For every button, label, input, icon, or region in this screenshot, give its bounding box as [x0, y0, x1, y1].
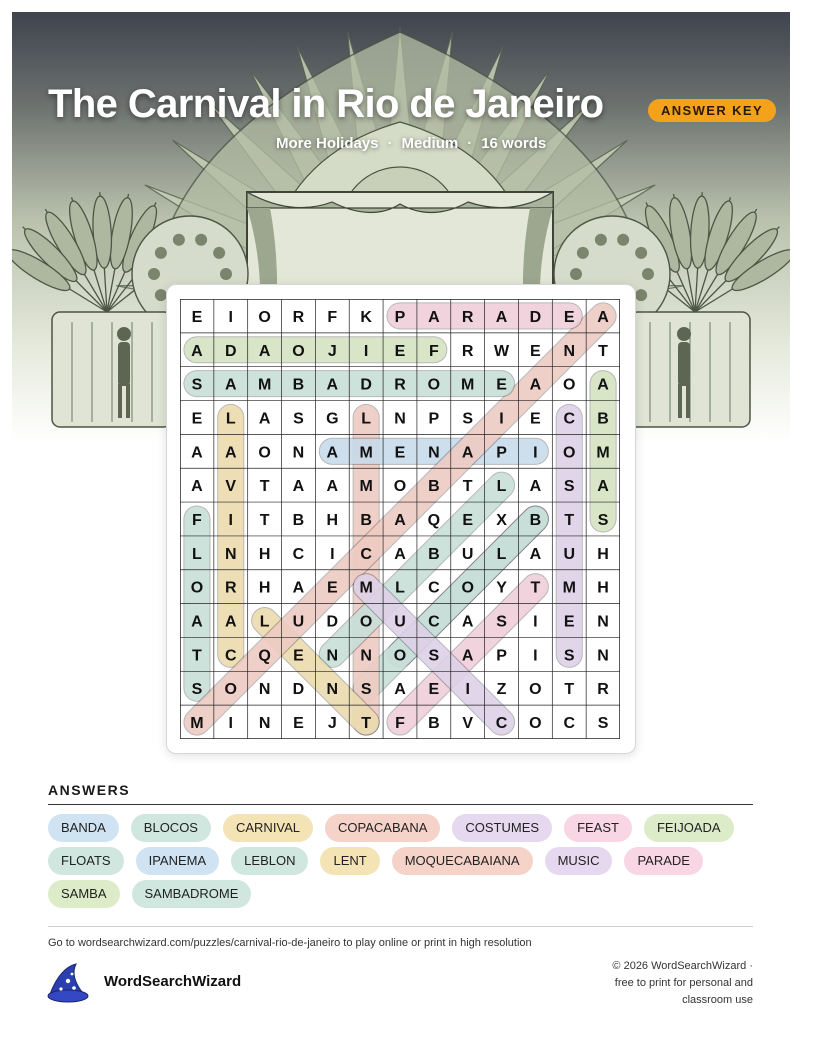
grid-letter: S — [597, 512, 609, 529]
grid-letter: L — [192, 545, 202, 563]
grid-letter: O — [427, 376, 441, 394]
grid-letter: A — [224, 444, 237, 462]
grid-letter: A — [326, 444, 339, 462]
grid-letter: H — [597, 545, 609, 563]
category-label: More Holidays — [276, 135, 379, 152]
grid-letter: M — [596, 444, 610, 462]
grid-letter: Q — [427, 512, 441, 529]
grid-letter: U — [292, 613, 305, 631]
decorative-dot — [635, 247, 647, 259]
grid-letter: M — [359, 478, 373, 496]
grid-letter: I — [465, 681, 470, 699]
grid-letter: N — [360, 647, 372, 665]
grid-letter: T — [564, 512, 575, 529]
grid-letter: F — [192, 512, 202, 529]
grid-letter: E — [530, 410, 541, 428]
grid-letter: O — [461, 579, 474, 597]
grid-letter: O — [224, 681, 237, 699]
answer-chip: FLOATS — [48, 847, 124, 875]
grid-letter: I — [330, 545, 335, 563]
grid-letter: U — [563, 545, 576, 563]
grid-letter: S — [496, 613, 507, 631]
grid-letter: A — [224, 613, 237, 631]
grid-letter: F — [327, 308, 338, 326]
grid-letter: L — [496, 545, 507, 563]
copyright-line: © 2026 WordSearchWizard · — [612, 960, 753, 972]
difficulty-label: Medium — [401, 135, 459, 152]
grid-letter: O — [563, 444, 576, 462]
grid-letter: L — [225, 410, 236, 428]
grid-letter: A — [529, 478, 542, 496]
decorative-dot — [577, 247, 589, 259]
answer-chip: COPACABANA — [325, 814, 440, 842]
grid-letter: E — [530, 342, 541, 360]
grid-letter: N — [258, 715, 271, 733]
answer-chip: MOQUECABAIANA — [392, 847, 533, 875]
grid-letter: E — [462, 512, 474, 529]
grid-letter: O — [258, 444, 271, 462]
grid-letter: L — [361, 410, 372, 428]
grid-letter: B — [428, 545, 440, 563]
grid-letter: R — [461, 342, 474, 360]
grid-letter: I — [228, 308, 233, 326]
grid-letter: B — [428, 715, 440, 733]
grid-letter: G — [326, 410, 339, 428]
brand-name: WordSearchWizard — [104, 973, 242, 990]
grid-letter: A — [597, 376, 609, 394]
grid-letter: A — [258, 410, 271, 428]
word-search-grid — [180, 299, 620, 739]
grid-letter: E — [563, 308, 575, 326]
grid-letter: D — [360, 376, 372, 394]
grid-letter: N — [563, 342, 576, 360]
grid-letter: A — [597, 478, 609, 496]
grid-letter: T — [259, 478, 270, 496]
grid-letter: N — [258, 681, 271, 699]
divider — [48, 804, 753, 805]
grid-letter: B — [292, 376, 305, 394]
grid-letter: E — [191, 308, 203, 326]
grid-letter: L — [395, 579, 405, 597]
grid-letter: I — [533, 444, 538, 462]
grid-letter: C — [428, 613, 440, 631]
grid-letter: F — [395, 715, 405, 733]
grid-letter: Z — [496, 681, 507, 699]
grid-letter: A — [529, 376, 542, 394]
grid-letter: E — [394, 444, 406, 462]
grid-letter: A — [394, 681, 406, 699]
grid-letter: S — [563, 478, 575, 496]
decorative-dot — [173, 234, 185, 246]
grid-letter: P — [394, 308, 406, 326]
answer-chip: PARADE — [624, 847, 703, 875]
grid-letter: W — [493, 342, 510, 360]
grid-letter: S — [191, 681, 203, 699]
grid-letter: J — [327, 715, 337, 733]
grid-letter: A — [224, 376, 237, 394]
copyright-line: free to print for personal and — [614, 977, 753, 989]
grid-letter: S — [293, 410, 304, 428]
grid-letter: S — [597, 715, 609, 733]
grid-letter: C — [292, 545, 305, 563]
grid-letter: P — [496, 647, 507, 665]
grid-letter: O — [529, 715, 542, 733]
grid-letter: J — [327, 342, 337, 360]
grid-letter: N — [326, 647, 339, 665]
answer-chip: MUSIC — [545, 847, 613, 875]
grid-letter: M — [461, 376, 475, 394]
grid-letter: O — [393, 647, 407, 665]
grid-letter: K — [360, 308, 372, 326]
grid-letter: M — [562, 579, 576, 597]
grid-letter: S — [191, 376, 203, 394]
grid-letter: I — [499, 410, 504, 428]
decorative-dot — [195, 234, 207, 246]
grid-letter: H — [597, 579, 609, 597]
grid-letter: M — [359, 444, 373, 462]
grid-letter: N — [292, 444, 305, 462]
grid-letter: P — [428, 410, 440, 428]
grid-letter: N — [394, 410, 406, 428]
grid-letter: E — [191, 410, 203, 428]
copyright-line: classroom use — [682, 994, 753, 1006]
decorative-dot — [570, 268, 582, 280]
grid-letter: A — [428, 308, 440, 326]
grid-letter: M — [359, 579, 373, 597]
grid-letter: R — [597, 681, 609, 699]
page-title: The Carnival in Rio de Janeiro — [48, 82, 604, 126]
grid-letter: A — [258, 342, 271, 360]
meta-separator: · — [467, 135, 473, 152]
grid-letter: E — [563, 613, 575, 631]
grid-letter: A — [597, 308, 609, 326]
decorative-dot — [635, 289, 647, 301]
grid-letter: B — [360, 512, 372, 529]
grid-letter: A — [292, 478, 305, 496]
grid-letter: H — [258, 545, 271, 563]
grid-letter: V — [225, 478, 237, 496]
grid-letter: P — [496, 444, 507, 462]
grid-letter: A — [191, 613, 203, 631]
grid-letter: E — [394, 342, 406, 360]
answer-chip: SAMBADROME — [132, 880, 252, 908]
decorative-dot — [213, 247, 225, 259]
answer-chip: CARNIVAL — [223, 814, 313, 842]
grid-letter: A — [394, 545, 406, 563]
grid-letter: B — [292, 512, 305, 529]
grid-letter: A — [529, 545, 542, 563]
decorative-dot — [148, 268, 160, 280]
grid-letter: E — [326, 579, 338, 597]
wizard-hat-icon — [46, 962, 92, 1004]
grid-letter: D — [224, 342, 237, 360]
grid-letter: A — [191, 342, 203, 360]
grid-letter: B — [428, 478, 440, 496]
grid-letter: S — [563, 647, 575, 665]
grid-letter: A — [394, 512, 406, 529]
grid-letter: C — [563, 410, 576, 428]
grid-letter: U — [394, 613, 406, 631]
answer-key-badge: ANSWER KEY — [648, 99, 776, 122]
answer-chip: LENT — [320, 847, 379, 875]
grid-letter: C — [495, 715, 508, 733]
divider — [48, 926, 753, 927]
grid-letter: I — [228, 512, 233, 529]
grid-letter: A — [461, 647, 474, 665]
grid-letter: O — [190, 579, 204, 597]
word-count-label: 16 words — [481, 135, 547, 152]
answer-chip: IPANEMA — [136, 847, 220, 875]
grid-letter: N — [224, 545, 237, 563]
grid-letter: I — [228, 715, 233, 733]
decorative-dot — [595, 234, 607, 246]
answers-heading: ANSWERS — [48, 782, 131, 798]
grid-letter: S — [428, 647, 440, 665]
grid-letter: E — [428, 681, 440, 699]
answer-list — [48, 814, 753, 908]
answer-chip: LEBLON — [231, 847, 308, 875]
grid-letter: A — [461, 444, 474, 462]
grid-letter: T — [530, 579, 541, 597]
grid-letter: Y — [496, 579, 507, 597]
grid-letter: L — [259, 613, 270, 631]
grid-letter: T — [259, 512, 270, 529]
grid-letter: N — [597, 613, 609, 631]
answer-chip: FEAST — [564, 814, 632, 842]
grid-letter: A — [292, 579, 305, 597]
grid-letter: A — [191, 444, 203, 462]
decorative-dot — [617, 234, 629, 246]
grid-letter: A — [326, 376, 339, 394]
grid-letter: D — [529, 308, 542, 326]
grid-letter: V — [462, 715, 474, 733]
decorative-dot — [642, 268, 654, 280]
grid-letter: E — [293, 647, 304, 665]
grid-letter: B — [529, 512, 542, 529]
grid-letter: L — [496, 478, 507, 496]
grid-letter: I — [533, 613, 538, 631]
grid-letter: I — [533, 647, 538, 665]
answer-chip: SAMBA — [48, 880, 120, 908]
grid-letter: A — [326, 478, 339, 496]
grid-letter: X — [496, 512, 507, 529]
grid-letter: C — [360, 545, 372, 563]
decorative-dot — [220, 268, 232, 280]
grid-letter: O — [529, 681, 542, 699]
grid-letter: R — [292, 308, 305, 326]
footer-url-text: Go to wordsearchwizard.com/puzzles/carnival-rio-de-janeiro to play online or print in high resolution — [48, 937, 532, 949]
grid-letter: O — [359, 613, 373, 631]
grid-letter: M — [257, 376, 272, 394]
grid-letter: N — [597, 647, 609, 665]
grid-letter: H — [326, 512, 339, 529]
grid-letter: T — [192, 647, 202, 665]
grid-letter: N — [326, 681, 339, 699]
grid-letter: C — [428, 579, 440, 597]
grid-letter: E — [293, 715, 304, 733]
answer-chip: BLOCOS — [131, 814, 211, 842]
grid-letter: A — [191, 478, 203, 496]
answer-chip: BANDA — [48, 814, 119, 842]
grid-letter: R — [224, 579, 237, 597]
grid-letter: H — [258, 579, 271, 597]
grid-letter: N — [428, 444, 440, 462]
grid-letter: T — [462, 478, 473, 496]
answer-chip: FEIJOADA — [644, 814, 734, 842]
grid-letter: C — [224, 647, 237, 665]
grid-letter: S — [462, 410, 474, 428]
answer-chip: COSTUMES — [452, 814, 552, 842]
grid-letter: F — [428, 342, 439, 360]
grid-letter: U — [461, 545, 474, 563]
grid-letter: T — [564, 681, 575, 699]
grid-letter: O — [393, 478, 407, 496]
grid-letter: D — [292, 681, 305, 699]
grid-letter: T — [598, 342, 608, 360]
grid-letter: Q — [258, 647, 271, 665]
grid-letter: A — [461, 613, 474, 631]
grid-letter: O — [563, 376, 576, 394]
grid-letter: O — [258, 308, 271, 326]
grid-letter: B — [597, 410, 609, 428]
grid-letter: D — [326, 613, 339, 631]
grid-letter: R — [461, 308, 474, 326]
grid-letter: T — [361, 715, 372, 733]
grid-letter: R — [394, 376, 406, 394]
grid-letter: E — [496, 376, 507, 394]
decorative-dot — [155, 247, 167, 259]
grid-letter: C — [563, 715, 576, 733]
grid-letter: M — [190, 715, 204, 733]
copyright-text — [553, 958, 753, 1009]
grid-letter: S — [360, 681, 372, 699]
grid-letter: A — [495, 308, 508, 326]
puzzle-meta — [276, 135, 546, 152]
grid-letter: O — [292, 342, 305, 360]
meta-separator: · — [387, 135, 393, 152]
grid-letter: I — [363, 342, 369, 360]
